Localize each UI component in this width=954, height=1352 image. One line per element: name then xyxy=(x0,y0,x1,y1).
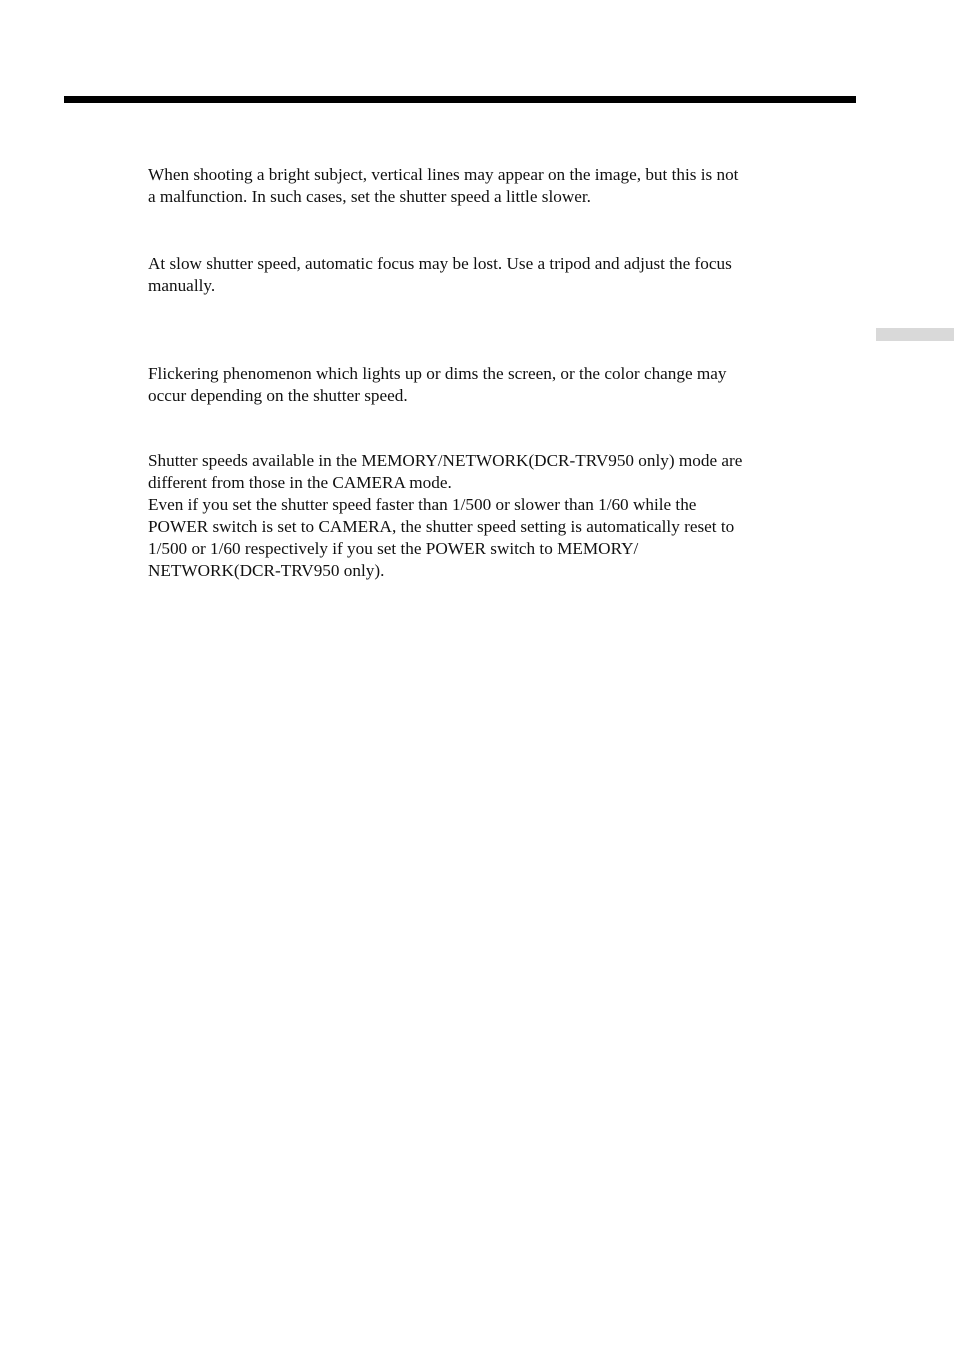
header-rule xyxy=(64,96,856,103)
note-shutter-speed-memory-mode: Shutter speeds available in the MEMORY/NETWORK(DCR-TRV950 only) mode are different from those in the CAMERA mode. Even if you set the shutter speed faster than 1/500 or slower than 1/60 while the POWER switch is set to CAMERA, the shutter speed setting is automatically reset to 1/500 or 1/60 respectively if you set the POWER switch to MEMORY/ NETWORK(DCR-TRV950 only). xyxy=(148,451,743,580)
section-tab-marker xyxy=(876,328,954,341)
note-autofocus: At slow shutter speed, automatic focus may be lost. Use a tripod and adjust the focus manually. xyxy=(148,254,732,295)
note-vertical-lines: When shooting a bright subject, vertical lines may appear on the image, but this is not a malfunction. In such cases, set the shutter speed a little slower. xyxy=(148,165,739,206)
note-flickering: Flickering phenomenon which lights up or dims the screen, or the color change may occur depending on the shutter speed. xyxy=(148,364,727,405)
